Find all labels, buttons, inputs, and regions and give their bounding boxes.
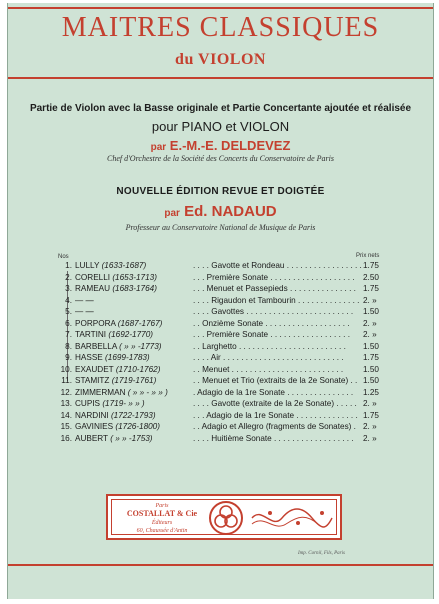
catalog-row bbox=[60, 295, 395, 307]
price-value: 1.50 bbox=[363, 307, 379, 316]
editor-deldevez-role: Chef d'Orchestre de la Société des Concerts du Conservatoire de Paris bbox=[106, 154, 334, 163]
composer-cell bbox=[75, 410, 156, 422]
work-title: . . . . Gavotte (extraite de la 2e Sonate) . . . . . bbox=[193, 399, 357, 408]
composer-name: GAVINIES bbox=[75, 422, 114, 431]
composer-dates: — bbox=[85, 295, 94, 305]
imprint-role: Éditeurs bbox=[151, 520, 173, 526]
price-value: 2. » bbox=[363, 318, 377, 328]
price-value: 2.50 bbox=[363, 272, 379, 282]
catalog-row bbox=[60, 260, 395, 272]
editor-par-label: par bbox=[164, 208, 180, 219]
composer-cell bbox=[75, 364, 160, 376]
imprint-address: 60, Chaussée d'Antin bbox=[136, 528, 188, 534]
work-title: . . . Première Sonate . . . . . . . . . . . . . . . . . . bbox=[193, 330, 350, 339]
work-title: . . . . Gavotte et Rondeau . . . . . . . . . . . . . . . . . bbox=[193, 261, 362, 270]
catalog-row bbox=[60, 306, 395, 318]
composer-dates: ( » » -1753) bbox=[110, 433, 153, 443]
composer-cell bbox=[75, 398, 145, 410]
composer-name: NARDINI bbox=[75, 410, 109, 420]
composer-name: EXAUDET bbox=[75, 364, 114, 374]
composer-cell bbox=[75, 341, 161, 353]
composer-dates: ( » » - » » ) bbox=[127, 387, 168, 397]
price-value: 2. » bbox=[363, 295, 377, 305]
composer-cell bbox=[75, 272, 157, 284]
price-value: 1.75 bbox=[363, 261, 379, 270]
catalog-number: 2. bbox=[65, 272, 72, 282]
price-value: 1.25 bbox=[363, 387, 379, 397]
catalog-number: 3. bbox=[65, 284, 72, 293]
collection-subtitle: du VIOLON bbox=[175, 51, 266, 68]
catalog-number: 1. bbox=[65, 261, 72, 270]
description-line-2: pour PIANO et VIOLON bbox=[151, 119, 290, 134]
composer-cell bbox=[75, 260, 146, 272]
composer-cell bbox=[75, 295, 94, 307]
composer-name: CORELLI bbox=[75, 272, 111, 282]
catalog-row bbox=[60, 352, 395, 364]
price-value: 1.75 bbox=[363, 353, 379, 362]
price-value: 1.50 bbox=[363, 376, 379, 385]
number-column-header: Nos bbox=[58, 254, 69, 260]
collection-title: MAITRES CLASSIQUES bbox=[61, 12, 380, 43]
editor-nadaud-role: Professeur au Conservatoire National de Musique de Paris bbox=[125, 223, 316, 232]
price-value: 1.75 bbox=[363, 410, 379, 420]
work-title: . . . . Rigaudon et Tambourin . . . . . . . . . . . . . . bbox=[193, 295, 360, 305]
catalog-number: 11. bbox=[61, 376, 72, 385]
catalog-number: 5. bbox=[65, 307, 72, 316]
catalog-row bbox=[60, 283, 395, 295]
work-title: . . Menuet . . . . . . . . . . . . . . . . . . . . . . . . . bbox=[193, 364, 344, 374]
composer-cell bbox=[75, 375, 156, 387]
price-value: 2. » bbox=[363, 433, 377, 443]
price-value: 1.50 bbox=[363, 364, 379, 374]
catalog-row bbox=[60, 421, 395, 433]
price-value: 1.75 bbox=[363, 284, 379, 293]
composer-name: AUBERT bbox=[75, 433, 108, 443]
composer-name: BARBELLA bbox=[75, 341, 117, 351]
composer-cell bbox=[75, 329, 153, 341]
catalog-row bbox=[60, 387, 395, 399]
work-title: . . Menuet et Trio (extraits de la 2e Sonate) . . bbox=[193, 376, 358, 385]
editor-name: E.-M.-E. DELDEVEZ bbox=[169, 138, 291, 153]
price-column-header: Prix nets bbox=[356, 253, 380, 259]
catalog-number: 13. bbox=[60, 399, 72, 408]
composer-dates: (1683-1764) bbox=[112, 284, 157, 293]
description-line-1: Partie de Violon avec la Basse originale et Partie Concertante ajoutée et réalisée bbox=[29, 103, 412, 114]
catalog-row bbox=[60, 329, 395, 341]
catalog-number: 8. bbox=[65, 341, 72, 351]
bottom-border-line bbox=[8, 564, 433, 566]
composer-name: CUPIS bbox=[75, 399, 101, 408]
catalog-number: 10. bbox=[60, 364, 72, 374]
catalog-list bbox=[60, 260, 395, 444]
composer-cell bbox=[75, 352, 150, 364]
price-value: 2. » bbox=[363, 330, 377, 339]
catalog-row bbox=[60, 433, 395, 445]
composer-dates: (1633-1687) bbox=[101, 261, 147, 270]
work-title: . . . . Air . . . . . . . . . . . . . . . . . . . . . . . . . . . bbox=[193, 353, 344, 362]
price-value: 2. » bbox=[363, 422, 377, 431]
catalog-row bbox=[60, 398, 395, 410]
top-border-line bbox=[8, 7, 433, 9]
work-title: . . Adagio et Allegro (fragments de Sonates) . bbox=[193, 422, 356, 431]
work-title: . . . Menuet et Passepieds . . . . . . . . . . . . . . . bbox=[193, 284, 356, 293]
imprint-city: Paris bbox=[155, 503, 169, 509]
editor-nadaud bbox=[8, 203, 433, 220]
work-title: . . . Première Sonate . . . . . . . . . . . . . . . . . . . bbox=[193, 272, 355, 282]
composer-dates: (1687-1767) bbox=[117, 318, 163, 328]
composer-cell bbox=[75, 421, 160, 433]
edition-note: NOUVELLE ÉDITION REVUE ET DOIGTÉE bbox=[116, 186, 325, 197]
composer-dates: (1692-1770) bbox=[108, 330, 153, 339]
header-divider-line bbox=[8, 77, 433, 79]
composer-cell bbox=[75, 387, 168, 399]
composer-dates: (1699-1783) bbox=[105, 353, 150, 362]
composer-dates: (1719- » » ) bbox=[102, 399, 145, 408]
price-value: 2. » bbox=[363, 399, 377, 408]
catalog-row bbox=[60, 272, 395, 284]
catalog-row bbox=[60, 410, 395, 422]
composer-name: — bbox=[75, 295, 84, 305]
composer-dates: (1719-1761) bbox=[111, 376, 157, 385]
work-title: . Adagio de la 1re Sonate . . . . . . . . . . . . . . . bbox=[193, 387, 354, 397]
catalog-number: 7. bbox=[65, 330, 72, 339]
catalog-row bbox=[60, 375, 395, 387]
editor-deldevez bbox=[8, 138, 433, 153]
floral-ornament-icon bbox=[250, 504, 334, 532]
composer-cell bbox=[75, 306, 94, 318]
composer-dates: (1722-1793) bbox=[110, 410, 156, 420]
composer-cell bbox=[75, 283, 157, 295]
composer-cell bbox=[75, 318, 162, 330]
work-title: . . . . Gavottes . . . . . . . . . . . . . . . . . . . . . . . . bbox=[193, 307, 354, 316]
composer-cell bbox=[75, 433, 153, 445]
catalog-number: 14. bbox=[60, 410, 72, 420]
catalog-number: 9. bbox=[65, 353, 72, 362]
composer-dates: — bbox=[85, 307, 94, 316]
catalog-row bbox=[60, 364, 395, 376]
composer-dates: ( » » -1773) bbox=[119, 341, 162, 351]
work-title: . . . Adagio de la 1re Sonate . . . . . . . . . . . . . . bbox=[193, 410, 358, 420]
printer-stamp: Imp. Cornil, Fils, Paris bbox=[298, 551, 345, 556]
catalog-row bbox=[60, 341, 395, 353]
composer-name: TARTINI bbox=[75, 330, 107, 339]
price-value: 1.50 bbox=[363, 341, 379, 351]
work-title: . . . . Huitième Sonate . . . . . . . . . . . . . . . . . . bbox=[193, 433, 354, 443]
composer-dates: (1726-1800) bbox=[115, 422, 160, 431]
composer-name: ZIMMERMAN bbox=[75, 387, 126, 397]
composer-name: RAMEAU bbox=[75, 284, 111, 293]
composer-dates: (1653-1713) bbox=[112, 272, 157, 282]
publisher-emblem-icon bbox=[208, 500, 244, 536]
catalog-row bbox=[60, 318, 395, 330]
composer-dates: (1710-1762) bbox=[115, 364, 161, 374]
work-title: . . Onzième Sonate . . . . . . . . . . . . . . . . . . . bbox=[193, 318, 350, 328]
imprint-publisher: COSTALLAT & Cie bbox=[126, 509, 198, 518]
composer-name: HASSE bbox=[75, 353, 103, 362]
score-cover-page bbox=[7, 3, 434, 599]
catalog-number: 16. bbox=[60, 433, 72, 443]
catalog-number: 6. bbox=[65, 318, 72, 328]
publisher-imprint bbox=[106, 494, 342, 540]
catalog-number: 4. bbox=[65, 295, 72, 305]
editor-par-label: par bbox=[150, 142, 167, 153]
catalog-number: 12. bbox=[60, 387, 72, 397]
composer-name: PORPORA bbox=[75, 318, 116, 328]
composer-name: — bbox=[75, 307, 84, 316]
catalog-number: 15. bbox=[60, 422, 72, 431]
editor-name: Ed. NADAUD bbox=[184, 203, 277, 220]
composer-name: LULLY bbox=[75, 261, 100, 270]
composer-name: STAMITZ bbox=[75, 376, 110, 385]
work-title: . . Larghetto . . . . . . . . . . . . . . . . . . . . . . . . bbox=[193, 341, 346, 351]
